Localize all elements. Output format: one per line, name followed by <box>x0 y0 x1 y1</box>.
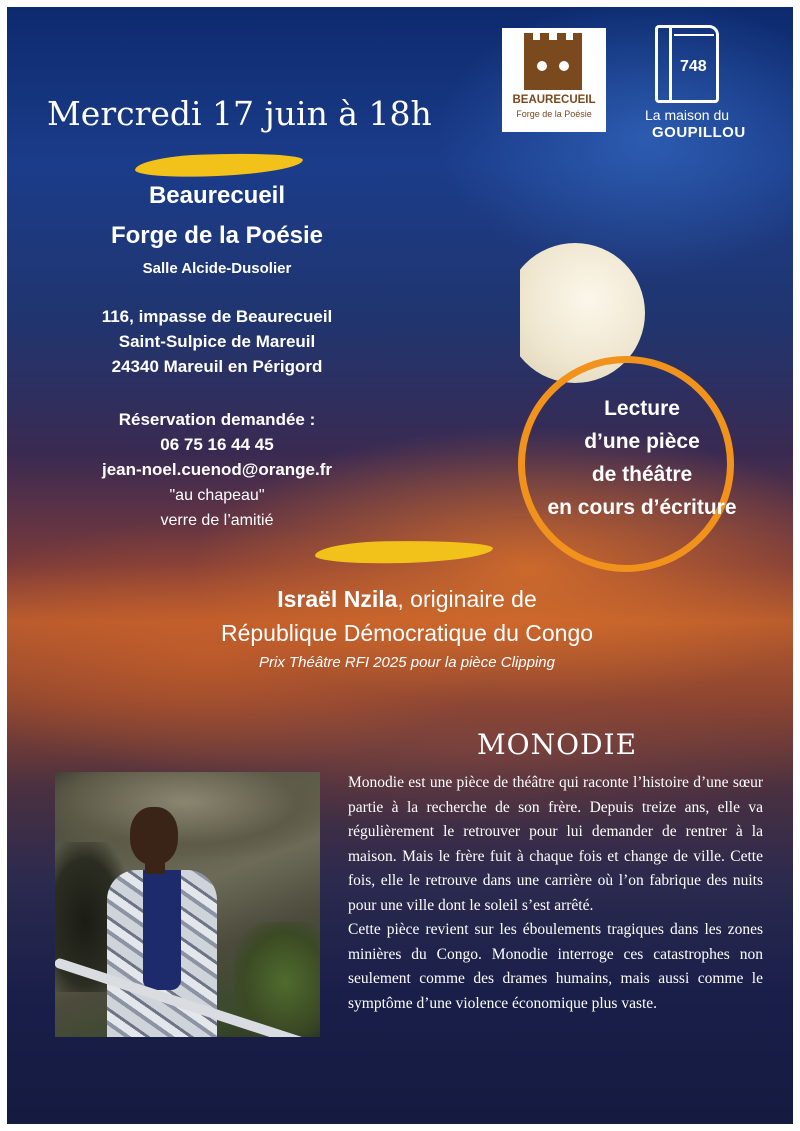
address-line: Saint-Sulpice de Mareuil <box>118 332 316 351</box>
owl-eye-icon <box>534 58 550 74</box>
beaurecueil-logo <box>502 28 606 132</box>
play-paragraph: Cette pièce revient sur les éboulements tragiques dans les zones minières du Congo. Monodie interroge ces catastrophes non seulement comme des drames humains, mais aussi comme le symptôme d’une violence économique plus vaste. <box>348 921 763 1012</box>
author-line <box>107 586 707 613</box>
booking-email: jean-noel.cuenod@orange.fr <box>101 460 333 479</box>
logo-title: BEAURECUEIL <box>512 94 596 106</box>
venue-subtitle: Forge de la Poésie <box>110 222 324 249</box>
logo-subtitle: Forge de la Poésie <box>516 109 592 119</box>
event-line: de théâtre <box>591 463 693 486</box>
venue-hall: Salle Alcide-Dusolier <box>142 260 292 277</box>
play-description <box>348 771 763 1016</box>
booking-extra: verre de l’amitié <box>160 512 274 529</box>
event-date: Mercredi 17 juin à 18h <box>47 94 432 133</box>
book-number: 748 <box>680 58 707 75</box>
goupillou-logo-line2: GOUPILLOU <box>652 124 746 141</box>
book-icon <box>655 25 719 103</box>
event-line: d’une pièce <box>584 430 700 453</box>
book-spine <box>658 28 672 100</box>
castle-tower-icon <box>524 40 582 90</box>
event-line: Lecture <box>604 397 680 420</box>
yellow-brush-stroke <box>315 539 493 564</box>
event-line: en cours d’écriture <box>547 496 737 519</box>
goupillou-logo-line1: La maison du <box>645 107 730 123</box>
event-poster <box>7 7 793 1124</box>
author-name: Israël Nzila <box>277 586 398 612</box>
address-line: 116, impasse de Beaurecueil <box>101 307 333 326</box>
address-line: 24340 Mareuil en Périgord <box>111 357 323 376</box>
yellow-brush-stroke <box>135 151 304 179</box>
venue-name: Beaurecueil <box>148 182 286 209</box>
author-origin: , originaire de <box>397 586 537 612</box>
owl-eye-icon <box>556 58 572 74</box>
author-photo <box>55 772 320 1037</box>
booking-label: Réservation demandée : <box>118 410 316 429</box>
book-page-line <box>674 34 714 40</box>
booking-phone: 06 75 16 44 45 <box>160 435 274 454</box>
author-prize: Prix Théâtre RFI 2025 pour la pièce Clipping <box>259 654 555 671</box>
booking-price: "au chapeau" <box>169 487 265 504</box>
author-country: République Démocratique du Congo <box>220 620 594 646</box>
play-paragraph: Monodie est une pièce de théâtre qui raconte l’histoire d’une sœur partie à la recherche de son frère. Depuis treize ans, elle va régulièrement le retrouver pour lui demander de rentrer à la maison. Mais le frère fuit à chaque fois et change de ville. Cette fois, elle le retrouve dans une carrière où l’on fabrique des nuits pour une ville dont le soleil s’est arrêté. <box>348 774 763 914</box>
play-title: MONODIE <box>477 728 638 761</box>
